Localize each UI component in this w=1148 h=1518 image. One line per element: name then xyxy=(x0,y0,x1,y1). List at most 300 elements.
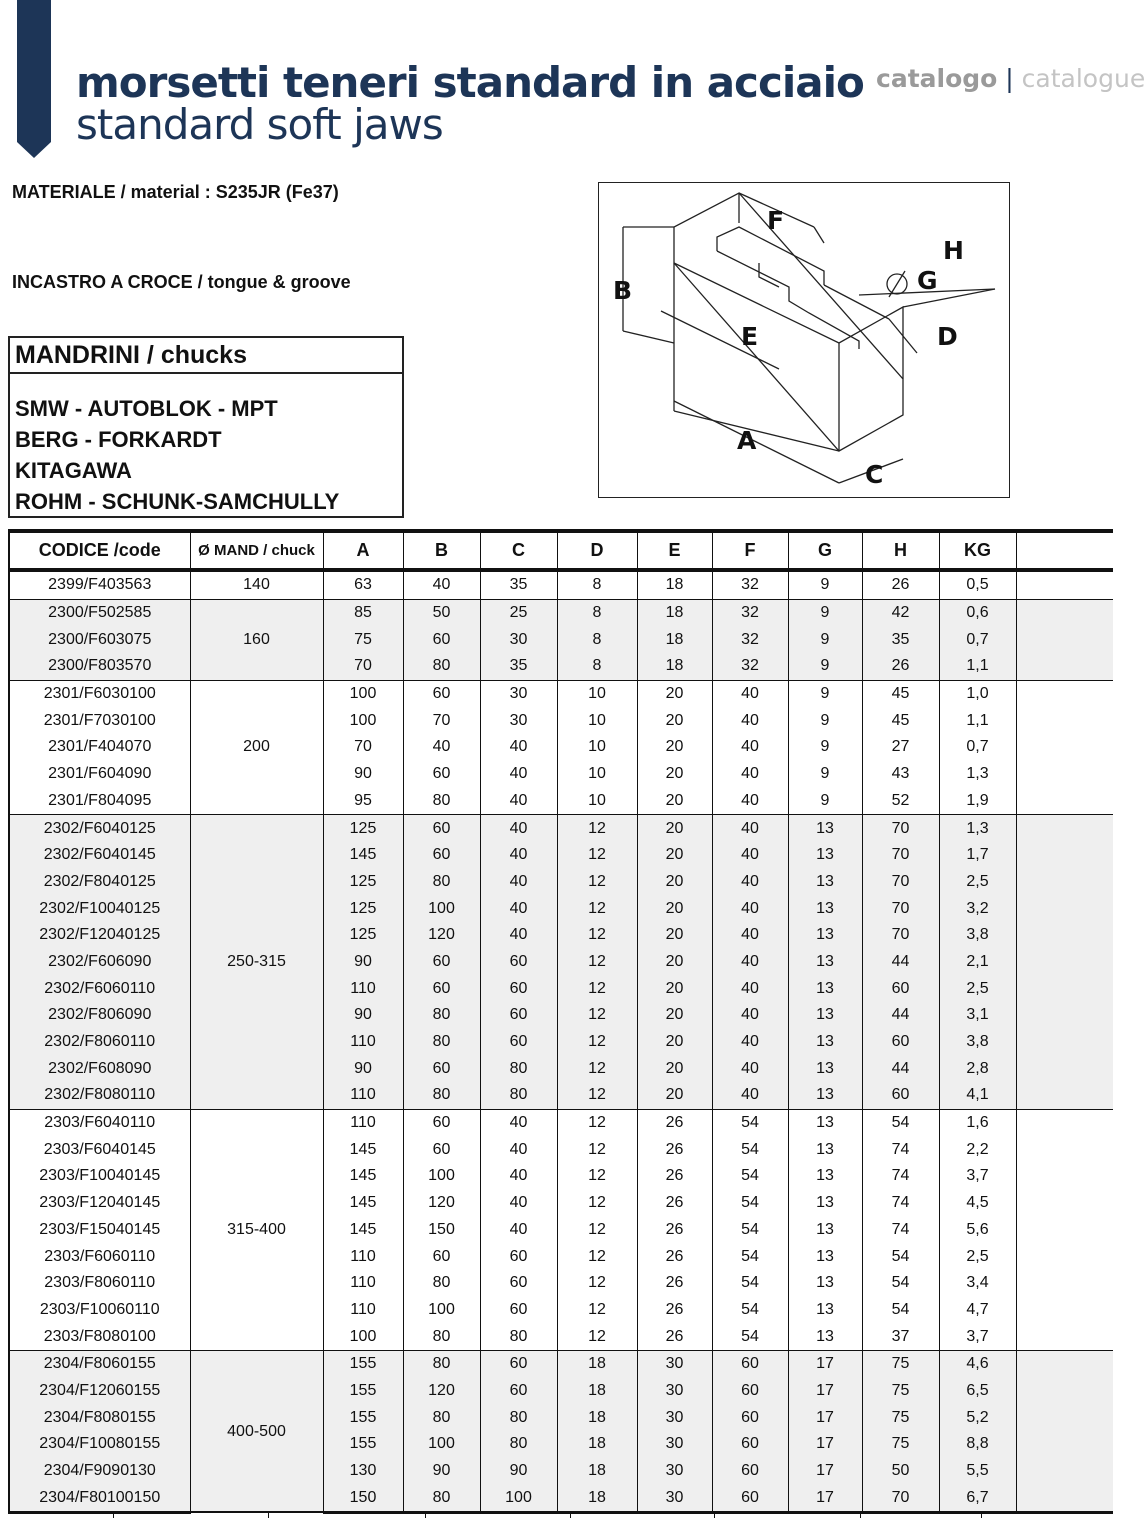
cell-c: 60 xyxy=(480,1297,557,1324)
cell-h: 70 xyxy=(862,815,939,842)
cell-h: 60 xyxy=(862,975,939,1002)
cell-g: 13 xyxy=(788,1002,862,1029)
table-row xyxy=(9,1002,1113,1029)
cell-f: 60 xyxy=(712,1484,788,1512)
col-header-e: E xyxy=(637,531,712,570)
cell-d: 10 xyxy=(557,707,637,734)
cell-e: 20 xyxy=(637,975,712,1002)
bottom-rule-tick xyxy=(113,1511,114,1518)
cell-c: 60 xyxy=(480,1243,557,1270)
cell-g: 13 xyxy=(788,1323,862,1350)
cell-chuck: 250-315 xyxy=(190,815,323,1110)
cell-chuck: 160 xyxy=(190,599,323,680)
cell-f: 40 xyxy=(712,1002,788,1029)
cell-g: 13 xyxy=(788,1243,862,1270)
cell-code: 2302/F8040125 xyxy=(9,869,190,896)
cell-e: 30 xyxy=(637,1484,712,1512)
cell-a: 145 xyxy=(323,1217,403,1244)
cell-d: 8 xyxy=(557,626,637,653)
cell-e: 18 xyxy=(637,653,712,680)
cell-a: 125 xyxy=(323,922,403,949)
col-header-code: CODICE /code xyxy=(9,531,190,570)
catalog-it: catalogo xyxy=(876,64,998,93)
cell-f: 60 xyxy=(712,1350,788,1377)
cell-c: 30 xyxy=(480,680,557,707)
cell-c: 40 xyxy=(480,1136,557,1163)
cell-a: 70 xyxy=(323,653,403,680)
cell-b: 120 xyxy=(403,1190,480,1217)
cell-code: 2304/F8080155 xyxy=(9,1404,190,1431)
cell-g: 13 xyxy=(788,1217,862,1244)
cell-f: 40 xyxy=(712,842,788,869)
cell-code: 2304/F80100150 xyxy=(9,1484,190,1512)
cell-h: 35 xyxy=(862,626,939,653)
col-header-a: A xyxy=(323,531,403,570)
specs-table xyxy=(8,529,1113,1514)
cell-c: 60 xyxy=(480,949,557,976)
dim-label-g: G xyxy=(917,266,938,295)
cell-d: 10 xyxy=(557,680,637,707)
cell-h: 75 xyxy=(862,1378,939,1405)
cell-c: 40 xyxy=(480,761,557,788)
cell-b: 80 xyxy=(403,1350,480,1377)
cell-e: 30 xyxy=(637,1350,712,1377)
cell-h: 44 xyxy=(862,949,939,976)
cell-kg: 3,8 xyxy=(939,922,1016,949)
cell-h: 74 xyxy=(862,1136,939,1163)
table-row xyxy=(9,653,1113,680)
cell-d: 12 xyxy=(557,949,637,976)
cell-extra xyxy=(1016,626,1113,653)
table-row xyxy=(9,734,1113,761)
cell-extra xyxy=(1016,1217,1113,1244)
cell-c: 40 xyxy=(480,1163,557,1190)
cell-code: 2302/F10040125 xyxy=(9,895,190,922)
cell-f: 54 xyxy=(712,1136,788,1163)
cell-a: 150 xyxy=(323,1484,403,1512)
cell-h: 37 xyxy=(862,1323,939,1350)
cell-extra xyxy=(1016,1029,1113,1056)
table-row xyxy=(9,1431,1113,1458)
cell-g: 13 xyxy=(788,975,862,1002)
cell-code: 2304/F12060155 xyxy=(9,1378,190,1405)
table-row xyxy=(9,1350,1113,1377)
cell-b: 60 xyxy=(403,842,480,869)
cell-d: 18 xyxy=(557,1458,637,1485)
cell-a: 110 xyxy=(323,1109,403,1136)
cell-code: 2304/F10080155 xyxy=(9,1431,190,1458)
cell-f: 40 xyxy=(712,895,788,922)
cell-code: 2303/F6040110 xyxy=(9,1109,190,1136)
cell-code: 2303/F12040145 xyxy=(9,1190,190,1217)
cell-g: 9 xyxy=(788,761,862,788)
cell-g: 9 xyxy=(788,680,862,707)
cell-kg: 6,7 xyxy=(939,1484,1016,1512)
cell-c: 100 xyxy=(480,1484,557,1512)
table-row xyxy=(9,1270,1113,1297)
dim-label-e: E xyxy=(741,322,759,351)
cell-e: 20 xyxy=(637,734,712,761)
cell-f: 54 xyxy=(712,1323,788,1350)
table-row xyxy=(9,895,1113,922)
cell-kg: 1,7 xyxy=(939,842,1016,869)
cell-code: 2302/F6040125 xyxy=(9,815,190,842)
cell-c: 40 xyxy=(480,1190,557,1217)
cell-d: 12 xyxy=(557,1270,637,1297)
cell-a: 90 xyxy=(323,761,403,788)
cell-code: 2301/F6030100 xyxy=(9,680,190,707)
groove-info: INCASTRO A CROCE / tongue & groove xyxy=(12,272,351,292)
chucks-title: MANDRINI / chucks xyxy=(10,338,402,374)
chucks-box xyxy=(8,336,404,518)
cell-b: 100 xyxy=(403,895,480,922)
cell-f: 40 xyxy=(712,975,788,1002)
cell-a: 155 xyxy=(323,1404,403,1431)
cell-code: 2304/F9090130 xyxy=(9,1458,190,1485)
cell-code: 2303/F10060110 xyxy=(9,1297,190,1324)
cell-extra xyxy=(1016,869,1113,896)
cell-code: 2302/F606090 xyxy=(9,949,190,976)
table-row xyxy=(9,922,1113,949)
cell-h: 74 xyxy=(862,1163,939,1190)
cell-code: 2300/F502585 xyxy=(9,599,190,626)
cell-code: 2303/F6060110 xyxy=(9,1243,190,1270)
cell-f: 54 xyxy=(712,1217,788,1244)
cell-e: 20 xyxy=(637,1029,712,1056)
cell-e: 26 xyxy=(637,1217,712,1244)
cell-chuck: 315-400 xyxy=(190,1109,323,1350)
cell-e: 18 xyxy=(637,570,712,599)
cell-kg: 3,1 xyxy=(939,1002,1016,1029)
cell-f: 40 xyxy=(712,707,788,734)
cell-code: 2399/F403563 xyxy=(9,570,190,599)
col-header-kg: KG xyxy=(939,531,1016,570)
cell-g: 17 xyxy=(788,1458,862,1485)
cell-a: 155 xyxy=(323,1350,403,1377)
cell-b: 120 xyxy=(403,1378,480,1405)
chuck-brand: KITAGAWA xyxy=(15,458,132,483)
cell-d: 12 xyxy=(557,1029,637,1056)
cell-h: 70 xyxy=(862,922,939,949)
cell-g: 13 xyxy=(788,1190,862,1217)
cell-f: 54 xyxy=(712,1270,788,1297)
cell-g: 17 xyxy=(788,1431,862,1458)
cell-b: 80 xyxy=(403,1029,480,1056)
cell-c: 80 xyxy=(480,1404,557,1431)
cell-c: 25 xyxy=(480,599,557,626)
cell-e: 26 xyxy=(637,1163,712,1190)
bottom-rule xyxy=(113,1511,982,1513)
cell-d: 12 xyxy=(557,1109,637,1136)
cell-kg: 1,3 xyxy=(939,761,1016,788)
cell-extra xyxy=(1016,922,1113,949)
cell-a: 155 xyxy=(323,1378,403,1405)
cell-g: 17 xyxy=(788,1350,862,1377)
bookmark-ribbon xyxy=(17,0,51,158)
cell-kg: 0,7 xyxy=(939,626,1016,653)
cell-b: 80 xyxy=(403,653,480,680)
cell-extra xyxy=(1016,1378,1113,1405)
cell-kg: 3,7 xyxy=(939,1323,1016,1350)
cell-f: 60 xyxy=(712,1431,788,1458)
table-row xyxy=(9,626,1113,653)
cell-d: 18 xyxy=(557,1404,637,1431)
cell-e: 20 xyxy=(637,680,712,707)
cell-e: 18 xyxy=(637,599,712,626)
cell-extra xyxy=(1016,788,1113,815)
col-header-f: F xyxy=(712,531,788,570)
cell-c: 40 xyxy=(480,869,557,896)
cell-f: 54 xyxy=(712,1163,788,1190)
table-row xyxy=(9,707,1113,734)
bottom-rule-tick xyxy=(714,1511,715,1518)
cell-kg: 1,1 xyxy=(939,707,1016,734)
cell-e: 30 xyxy=(637,1431,712,1458)
cell-a: 145 xyxy=(323,842,403,869)
catalog-en: catalogue xyxy=(1021,64,1146,93)
cell-h: 54 xyxy=(862,1270,939,1297)
cell-g: 9 xyxy=(788,570,862,599)
cell-code: 2302/F8060110 xyxy=(9,1029,190,1056)
cell-d: 18 xyxy=(557,1431,637,1458)
cell-b: 80 xyxy=(403,869,480,896)
cell-kg: 8,8 xyxy=(939,1431,1016,1458)
cell-g: 13 xyxy=(788,1055,862,1082)
cell-f: 40 xyxy=(712,1055,788,1082)
cell-c: 35 xyxy=(480,653,557,680)
cell-kg: 3,8 xyxy=(939,1029,1016,1056)
cell-d: 10 xyxy=(557,734,637,761)
col-header-b: B xyxy=(403,531,480,570)
cell-code: 2300/F803570 xyxy=(9,653,190,680)
cell-code: 2302/F608090 xyxy=(9,1055,190,1082)
cell-extra xyxy=(1016,1350,1113,1377)
cell-d: 18 xyxy=(557,1484,637,1512)
cell-e: 20 xyxy=(637,761,712,788)
cell-f: 60 xyxy=(712,1458,788,1485)
cell-b: 80 xyxy=(403,1404,480,1431)
cell-g: 13 xyxy=(788,1029,862,1056)
cell-extra xyxy=(1016,1190,1113,1217)
cell-h: 43 xyxy=(862,761,939,788)
table-row xyxy=(9,1109,1113,1136)
cell-f: 40 xyxy=(712,869,788,896)
cell-code: 2302/F8080110 xyxy=(9,1082,190,1109)
table-row xyxy=(9,975,1113,1002)
cell-extra xyxy=(1016,895,1113,922)
cell-a: 100 xyxy=(323,1323,403,1350)
table-row xyxy=(9,1190,1113,1217)
cell-kg: 3,2 xyxy=(939,895,1016,922)
cell-d: 10 xyxy=(557,788,637,815)
cell-g: 9 xyxy=(788,653,862,680)
cell-d: 12 xyxy=(557,1163,637,1190)
cell-e: 20 xyxy=(637,842,712,869)
cell-kg: 1,0 xyxy=(939,680,1016,707)
cell-d: 12 xyxy=(557,1323,637,1350)
cell-h: 54 xyxy=(862,1297,939,1324)
cell-b: 100 xyxy=(403,1163,480,1190)
cell-d: 10 xyxy=(557,761,637,788)
bottom-rule-tick xyxy=(981,1511,982,1518)
cell-extra xyxy=(1016,1297,1113,1324)
cell-d: 12 xyxy=(557,1217,637,1244)
cell-c: 90 xyxy=(480,1458,557,1485)
cell-a: 125 xyxy=(323,895,403,922)
cell-d: 8 xyxy=(557,599,637,626)
cell-kg: 2,1 xyxy=(939,949,1016,976)
table-row xyxy=(9,842,1113,869)
cell-code: 2304/F8060155 xyxy=(9,1350,190,1377)
cell-code: 2303/F8060110 xyxy=(9,1270,190,1297)
cell-f: 54 xyxy=(712,1243,788,1270)
cell-f: 54 xyxy=(712,1109,788,1136)
cell-f: 32 xyxy=(712,653,788,680)
cell-e: 30 xyxy=(637,1378,712,1405)
cell-extra xyxy=(1016,1136,1113,1163)
cell-extra xyxy=(1016,975,1113,1002)
cell-h: 70 xyxy=(862,842,939,869)
dim-label-b: B xyxy=(613,276,633,305)
cell-d: 12 xyxy=(557,1136,637,1163)
table-row xyxy=(9,815,1113,842)
cell-a: 145 xyxy=(323,1136,403,1163)
cell-code: 2302/F12040125 xyxy=(9,922,190,949)
table-header-row xyxy=(9,531,1113,570)
cell-b: 60 xyxy=(403,1136,480,1163)
col-header-h: H xyxy=(862,531,939,570)
cell-a: 85 xyxy=(323,599,403,626)
table-row xyxy=(9,599,1113,626)
cell-a: 95 xyxy=(323,788,403,815)
cell-d: 12 xyxy=(557,1002,637,1029)
cell-f: 40 xyxy=(712,1082,788,1109)
cell-a: 125 xyxy=(323,815,403,842)
cell-extra xyxy=(1016,815,1113,842)
cell-kg: 4,7 xyxy=(939,1297,1016,1324)
cell-d: 12 xyxy=(557,842,637,869)
cell-g: 13 xyxy=(788,922,862,949)
cell-extra xyxy=(1016,599,1113,626)
cell-h: 54 xyxy=(862,1243,939,1270)
cell-e: 20 xyxy=(637,869,712,896)
cell-f: 40 xyxy=(712,734,788,761)
cell-g: 13 xyxy=(788,815,862,842)
material-info: MATERIALE / material : S235JR (Fe37) xyxy=(12,182,339,202)
cell-c: 80 xyxy=(480,1055,557,1082)
cell-d: 12 xyxy=(557,815,637,842)
dim-label-d: D xyxy=(937,322,958,351)
cell-b: 60 xyxy=(403,975,480,1002)
cell-kg: 1,6 xyxy=(939,1109,1016,1136)
cell-f: 54 xyxy=(712,1297,788,1324)
cell-extra xyxy=(1016,1082,1113,1109)
cell-e: 18 xyxy=(637,626,712,653)
cell-f: 40 xyxy=(712,1029,788,1056)
cell-c: 40 xyxy=(480,1217,557,1244)
cell-c: 80 xyxy=(480,1323,557,1350)
cell-b: 60 xyxy=(403,1109,480,1136)
bottom-rule-tick xyxy=(425,1511,426,1518)
table-row xyxy=(9,788,1113,815)
cell-g: 17 xyxy=(788,1484,862,1512)
cell-b: 80 xyxy=(403,1002,480,1029)
cell-c: 60 xyxy=(480,1350,557,1377)
cell-f: 60 xyxy=(712,1404,788,1431)
cell-g: 17 xyxy=(788,1378,862,1405)
cell-c: 40 xyxy=(480,895,557,922)
cell-c: 40 xyxy=(480,815,557,842)
cell-extra xyxy=(1016,761,1113,788)
cell-d: 12 xyxy=(557,1055,637,1082)
cell-extra xyxy=(1016,1323,1113,1350)
cell-kg: 1,3 xyxy=(939,815,1016,842)
cell-f: 40 xyxy=(712,949,788,976)
cell-extra xyxy=(1016,570,1113,599)
table-row xyxy=(9,1163,1113,1190)
cell-kg: 4,1 xyxy=(939,1082,1016,1109)
cell-extra xyxy=(1016,680,1113,707)
cell-b: 80 xyxy=(403,1323,480,1350)
cell-d: 12 xyxy=(557,895,637,922)
cell-g: 13 xyxy=(788,895,862,922)
cell-e: 26 xyxy=(637,1109,712,1136)
table-row xyxy=(9,1458,1113,1485)
cell-kg: 2,2 xyxy=(939,1136,1016,1163)
bottom-rule-tick xyxy=(570,1511,571,1518)
cell-f: 32 xyxy=(712,599,788,626)
cell-chuck: 140 xyxy=(190,570,323,599)
dim-label-c: C xyxy=(865,460,884,489)
cell-e: 20 xyxy=(637,922,712,949)
cell-h: 54 xyxy=(862,1109,939,1136)
cell-e: 26 xyxy=(637,1136,712,1163)
cell-b: 60 xyxy=(403,761,480,788)
cell-h: 75 xyxy=(862,1404,939,1431)
table-row xyxy=(9,1082,1113,1109)
dim-label-f: F xyxy=(767,206,785,235)
cell-extra xyxy=(1016,949,1113,976)
cell-f: 40 xyxy=(712,788,788,815)
cell-h: 75 xyxy=(862,1431,939,1458)
cell-c: 30 xyxy=(480,707,557,734)
cell-extra xyxy=(1016,842,1113,869)
table-row xyxy=(9,1404,1113,1431)
cell-a: 130 xyxy=(323,1458,403,1485)
cell-h: 26 xyxy=(862,570,939,599)
jaw-sketch-icon xyxy=(599,183,1009,497)
cell-d: 8 xyxy=(557,570,637,599)
cell-b: 60 xyxy=(403,1243,480,1270)
cell-a: 110 xyxy=(323,1243,403,1270)
cell-b: 60 xyxy=(403,949,480,976)
col-header-extra xyxy=(1016,531,1113,570)
cell-h: 70 xyxy=(862,895,939,922)
bottom-rule-tick xyxy=(268,1511,269,1518)
cell-h: 75 xyxy=(862,1350,939,1377)
cell-d: 18 xyxy=(557,1378,637,1405)
table-row xyxy=(9,1217,1113,1244)
cell-b: 150 xyxy=(403,1217,480,1244)
cell-d: 8 xyxy=(557,653,637,680)
cell-h: 60 xyxy=(862,1029,939,1056)
cell-a: 90 xyxy=(323,1055,403,1082)
chucks-brand-list xyxy=(10,374,402,517)
col-header-chuck: Ø MAND / chuck xyxy=(190,531,323,570)
cell-b: 60 xyxy=(403,1055,480,1082)
cell-kg: 2,5 xyxy=(939,869,1016,896)
cell-c: 40 xyxy=(480,1109,557,1136)
